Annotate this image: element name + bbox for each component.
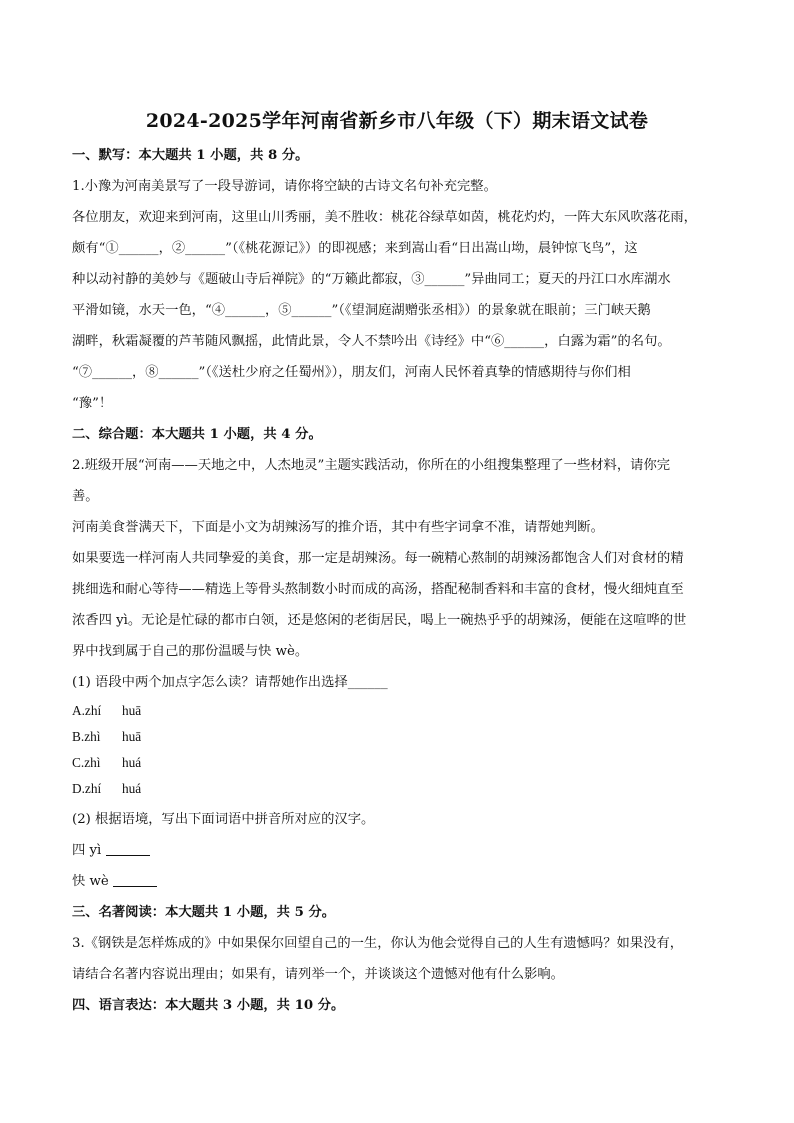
question-line: 浓香四 yì。无论是忙碌的都市白领，还是悠闲的老街居民，喝上一碗热乎乎的胡辣汤，便能在这喧哗的世 — [72, 613, 687, 628]
question-line: 颇有“①______，②______”（《桃花源记》）的即视感；来到嵩山看“日出嵩山坳，晨钟惊飞鸟”，这 — [72, 241, 638, 256]
question-line: “豫”！ — [72, 396, 113, 411]
question-line: 界中找到属于自己的那份温暖与快 wè。 — [72, 644, 309, 659]
section-heading: 一、默写：本大题共 1 小题，共 8 分。 — [72, 148, 309, 163]
sub-question-2: (2) 根据语境，写出下面词语中拼音所对应的汉字。 — [72, 812, 375, 827]
question-line: 善。 — [72, 489, 99, 504]
section-heading: 三、名著阅读：本大题共 1 小题，共 5 分。 — [72, 905, 336, 920]
page-title: 2024-2025学年河南省新乡市八年级（下）期末语文试卷 — [145, 110, 649, 132]
question-line: 3.《钢铁是怎样炼成的》中如果保尔回望自己的一生，你认为他会觉得自己的人生有遗憾吗？如果没有， — [72, 936, 684, 951]
question-3 — [72, 928, 726, 990]
question-line: 2.班级开展“河南——天地之中，人杰地灵”主题实践活动，你所在的小组搜集整理了一些材料，请你完 — [72, 458, 671, 473]
option-b[interactable]: B.zhì huā — [72, 729, 142, 744]
question-2 — [72, 450, 726, 897]
section-heading: 四、语言表达：本大题共 3 小题，共 10 分。 — [72, 998, 345, 1013]
fill-item: 快 wè — [72, 866, 726, 897]
option-c[interactable]: C.zhì huá — [72, 755, 142, 770]
question-line: 如果要选一样河南人共同挚爱的美食，那一定是胡辣汤。每一碗精心熬制的胡辣汤都饱含人们对食材的精 — [72, 551, 684, 566]
sub-question-1: (1) 语段中两个加点字怎么读？请帮她作出选择______ — [72, 675, 388, 690]
answer-blank[interactable] — [106, 841, 150, 856]
question-line: “⑦______，⑧______”（《送杜少府之任蜀州》），朋友们，河南人民怀着真挚的情感期待与你们相 — [72, 365, 631, 380]
exam-content — [72, 140, 726, 1021]
question-line: 请结合名著内容说出理由；如果有，请列举一个，并谈谈这个遗憾对他有什么影响。 — [72, 967, 564, 982]
question-line: 挑细选和耐心等待——精选上等骨头熬制数小时而成的高汤，搭配秘制香料和丰富的食材，慢火细炖直至 — [72, 582, 684, 597]
question-line: 种以动衬静的美妙与《题破山寺后禅院》的“万籁此都寂，③______”异曲同工；夏天的丹江口水库湖水 — [72, 272, 671, 287]
option-d[interactable]: D.zhí huá — [72, 781, 142, 796]
question-line: 平滑如镜，水天一色，“④______，⑤______”（《望洞庭湖赠张丞相》）的景象就在眼前；三门峡天鹅 — [72, 303, 651, 318]
question-line: 1.小豫为河南美景写了一段导游词，请你将空缺的古诗文名句补充完整。 — [72, 179, 497, 194]
fill-item: 四 yì — [72, 835, 726, 866]
answer-blank[interactable] — [113, 872, 157, 887]
question-1 — [72, 171, 726, 419]
question-line: 湖畔，秋霜凝覆的芦苇随风飘摇，此情此景，令人不禁吟出《诗经》中“⑥______，白露为霜”的名句。 — [72, 334, 671, 349]
question-line: 各位朋友，欢迎来到河南，这里山川秀丽，美不胜收：桃花谷绿草如茵，桃花灼灼，一阵大东风吹落花雨， — [72, 210, 697, 225]
option-a[interactable]: A.zhí huā — [72, 703, 142, 718]
section-heading: 二、综合题：本大题共 1 小题，共 4 分。 — [72, 427, 322, 442]
question-line: 河南美食誉满天下，下面是小文为胡辣汤写的推介语，其中有些字词拿不准，请帮她判断。 — [72, 520, 604, 535]
